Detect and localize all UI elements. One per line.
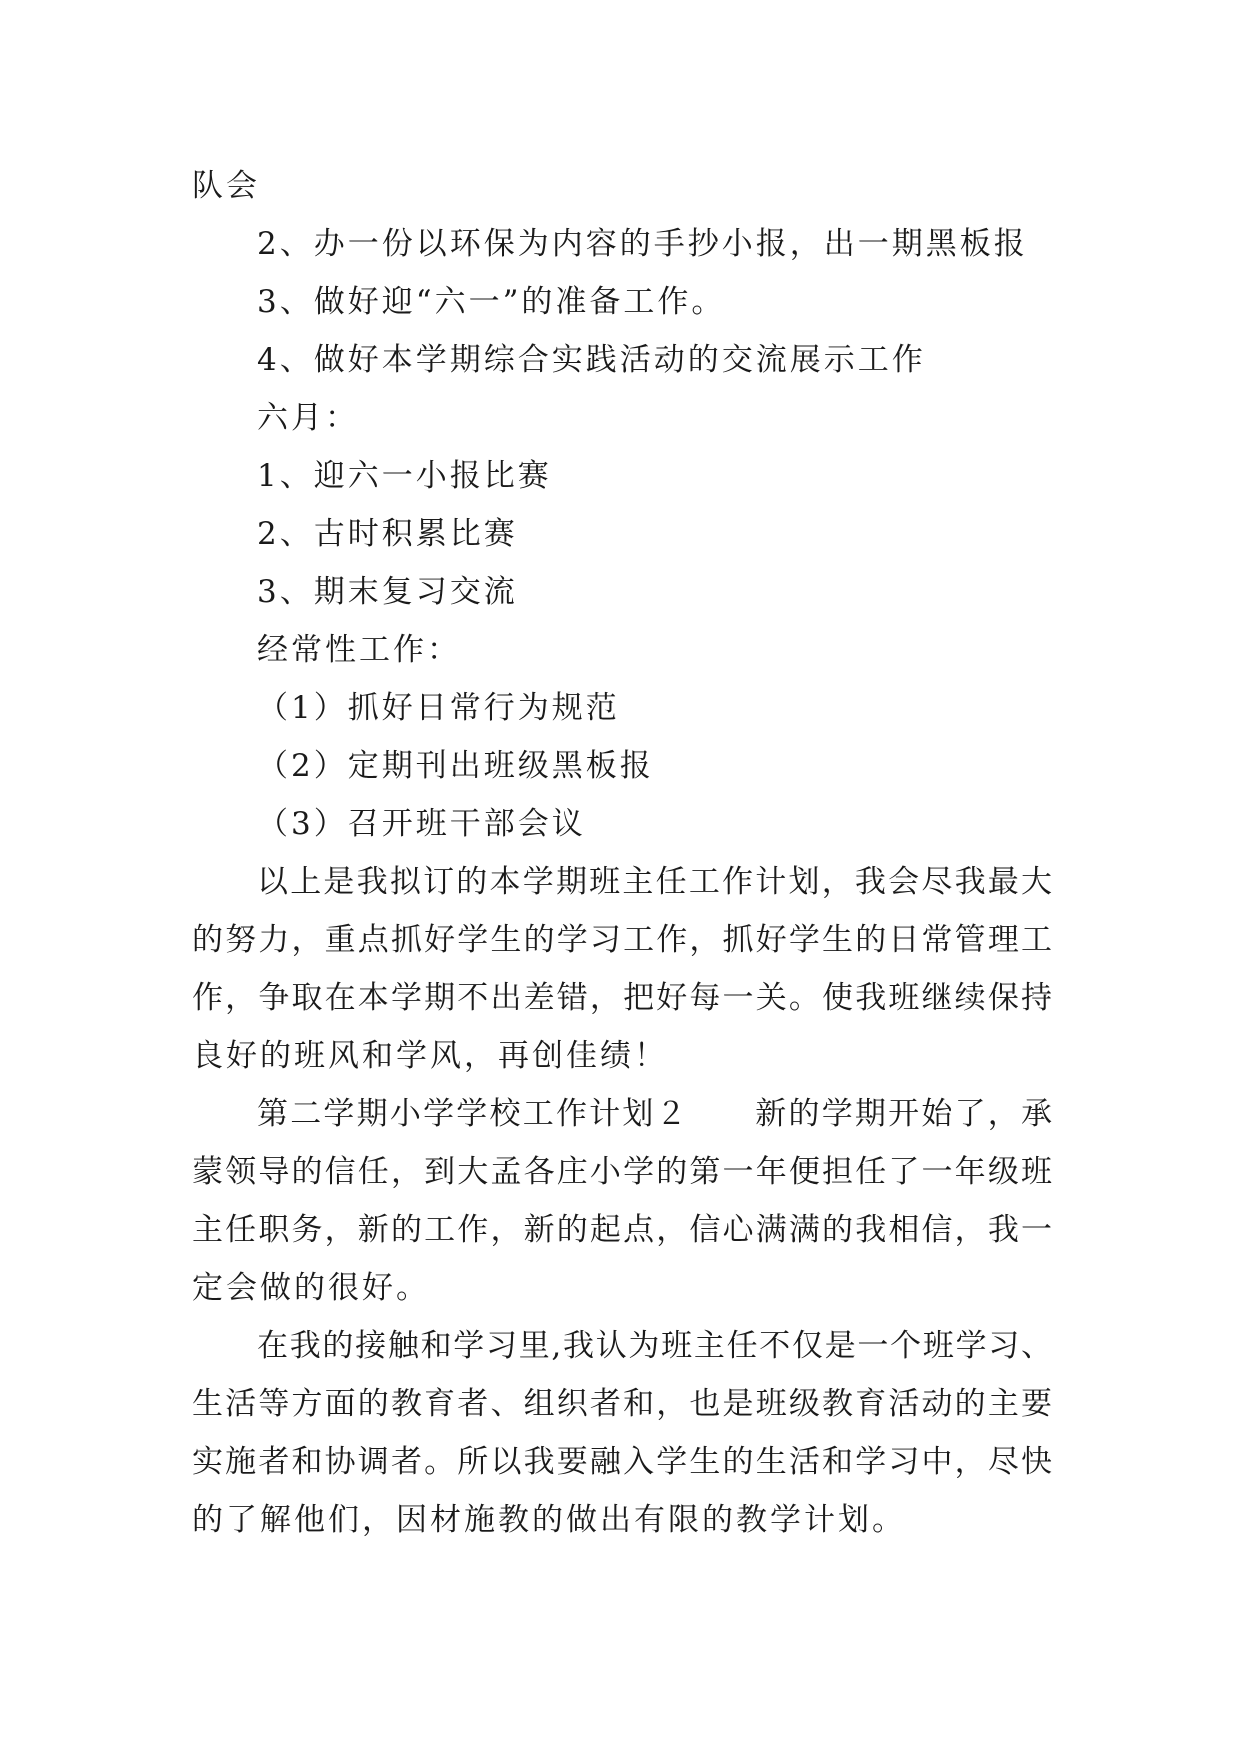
text-line: （2）定期刊出班级黑板报 — [257, 748, 654, 784]
paragraph-line: 实施者和协调者。所以我要融入学生的生活和学习中，尽快 — [192, 1444, 1052, 1480]
text-line: 2、古时积累比赛 — [257, 516, 518, 552]
text-line: 3、做好迎“六一”的准备工作。 — [257, 284, 726, 320]
section-heading: 六月： — [257, 400, 359, 436]
paragraph-line: 的了解他们，因材施教的做出有限的教学计划。 — [192, 1502, 906, 1538]
text-line: （3）召开班干部会议 — [257, 806, 586, 842]
paragraph-line: 作，争取在本学期不出差错，把好每一关。使我班继续保持 — [192, 980, 1052, 1016]
text-line: 1、迎六一小报比赛 — [257, 458, 552, 494]
section-heading: 经常性工作： — [257, 632, 461, 668]
paragraph-line: 生活等方面的教育者、组织者和，也是班级教育活动的主要 — [192, 1386, 1052, 1422]
paragraph-line: 第二学期小学学校工作计划２ 新的学期开始了，承 — [257, 1096, 1052, 1132]
paragraph-line: 主任职务，新的工作，新的起点，信心满满的我相信，我一 — [192, 1212, 1052, 1248]
text-line: （1）抓好日常行为规范 — [257, 690, 620, 726]
text-line: 4、做好本学期综合实践活动的交流展示工作 — [257, 342, 926, 378]
text-line: 2、办一份以环保为内容的手抄小报，出一期黑板报 — [257, 226, 1028, 262]
text-line: 队会 — [192, 168, 260, 204]
paragraph-line: 定会做的很好。 — [192, 1270, 430, 1306]
paragraph-line: 蒙领导的信任，到大孟各庄小学的第一年便担任了一年级班 — [192, 1154, 1052, 1190]
paragraph-line: 以上是我拟订的本学期班主任工作计划，我会尽我最大 — [257, 864, 1052, 900]
paragraph-line: 良好的班风和学风，再创佳绩！ — [192, 1038, 668, 1074]
text-line: 3、期末复习交流 — [257, 574, 518, 610]
paragraph-line: 在我的接触和学习里,我认为班主任不仅是一个班学习、 — [257, 1328, 1052, 1364]
paragraph-line: 的努力，重点抓好学生的学习工作，抓好学生的日常管理工 — [192, 922, 1052, 958]
